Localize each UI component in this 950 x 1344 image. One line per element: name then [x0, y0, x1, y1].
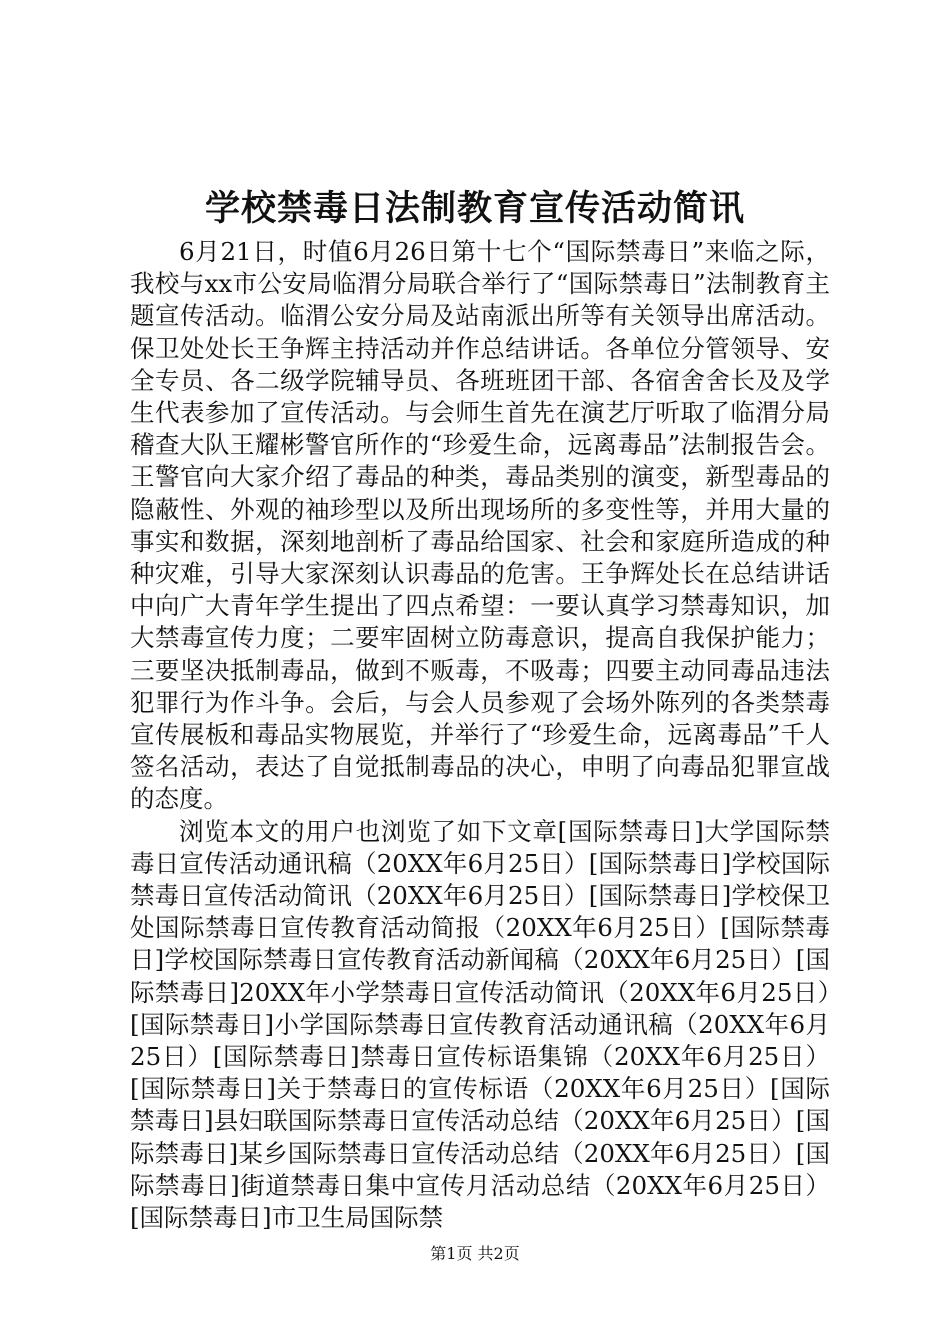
body-paragraph: 6月21日，时值6月26日第十七个“国际禁毒日”来临之际，我校与xx市公安局临渭分局联合举行了“国际禁毒日”法制教育主题宣传活动。临渭公安分局及站南派出所等有关领导出席活动。保卫处处长王争辉主持活动并作总结讲话。各单位分管领导、安全专员、各二级学院辅导员、各班班团干部、各宿舍舍长及及学生代表参加了宣传活动。与会师生首先在演艺厅听取了临渭分局稽查大队王耀彬警官所作的“珍爱生命，远离毒品”法制报告会。王警官向大家介绍了毒品的种类，毒品类别的演变，新型毒品的隐蔽性、外观的袖珍型以及所出现场所的多变性等，并用大量的事实和数据，深刻地剖析了毒品给国家、社会和家庭所造成的种种灾难，引导大家深刻认识毒品的危害。王争辉处长在总结讲话中向广大青年学生提出了四点希望：一要认真学习禁毒知识，加大禁毒宣传力度；二要牢固树立防毒意识，提高自我保护能力；三要坚决抵制毒品，做到不贩毒，不吸毒；四要主动同毒品违法犯罪行为作斗争。会后，与会人员参观了会场外陈列的各类禁毒宣传展板和毒品实物展览，并举行了“珍爱生命，远离毒品”千人签名活动，表达了自觉抵制毒品的决心，申明了向毒品犯罪宣战的态度。 [130, 237, 830, 814]
document-body [130, 236, 830, 1234]
related-articles-paragraph: 浏览本文的用户也浏览了如下文章[国际禁毒日]大学国际禁毒日宣传活动通讯稿（20XX年6月25日）[国际禁毒日]学校国际禁毒日宣传活动简讯（20XX年6月25日）[国际禁毒日]学校保卫处国际禁毒日宣传教育活动简报（20XX年6月25日）[国际禁毒日]学校国际禁毒日宣传教育活动新闻稿（20XX年6月25日）[国际禁毒日]20XX年小学禁毒日宣传活动简讯（20XX年6月25日）[国际禁毒日]小学国际禁毒日宣传教育活动通讯稿（20XX年6月25日）[国际禁毒日]禁毒日宣传标语集锦（20XX年6月25日）[国际禁毒日]关于禁毒日的宣传标语（20XX年6月25日）[国际禁毒日]县妇联国际禁毒日宣传活动总结（20XX年6月25日）[国际禁毒日]某乡国际禁毒日宣传活动总结（20XX年6月25日）[国际禁毒日]街道禁毒日集中宣传月活动总结（20XX年6月25日）[国际禁毒日]市卫生局国际禁 [130, 816, 830, 1233]
page-number-footer: 第1页 共2页 [430, 1244, 520, 1263]
document-title: 学校禁毒日法制教育宣传活动简讯 [204, 188, 745, 229]
